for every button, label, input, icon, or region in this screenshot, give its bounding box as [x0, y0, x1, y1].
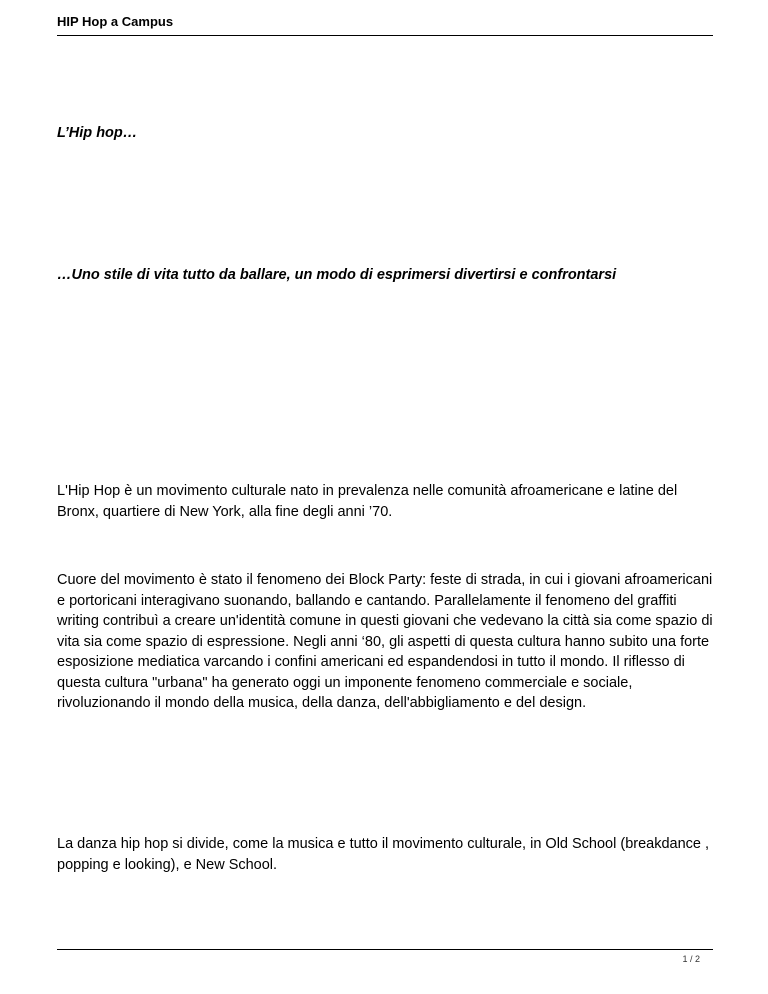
paragraph-block-party: Cuore del movimento è stato il fenomeno dei Block Party: feste di strada, in cui i giovani afroamericani e portoricani interagivano suonando, ballando e cantando. Parallelamente il fenomeno del graffiti writing contribuì a creare un'identità comune in questi giovani che vedevano la città sia come spazio di vita sia come spazio di espressione. Negli anni ‘80, gli aspetti di questa cultura hanno subito una forte esposizione mediatica varcando i confini americani ed espandendosi in tutto il mondo. Il riflesso di questa cultura "urbana" ha generato oggi un imponente fenomeno commerciale e sociale, rivoluzionando il mondo della musica, della danza, dell'abbigliamento e del design. [57, 572, 713, 711]
document-header-title: HIP Hop a Campus [57, 14, 174, 29]
page-number: 1 / 2 [682, 954, 700, 964]
tagline-heading: …Uno stile di vita tutto da ballare, un modo di esprimersi divertirsi e confrontarsi [57, 267, 617, 283]
paragraph-dance-styles: La danza hip hop si divide, come la musica e tutto il movimento culturale, in Old School (breakdance , popping e looking), e New School. [57, 836, 710, 873]
paragraph-origins: L'Hip Hop è un movimento culturale nato in prevalenza nelle comunità afroamericane e latine del Bronx, quartiere di New York, alla fine degli anni ’70. [57, 483, 678, 520]
intro-heading: L’Hip hop… [57, 125, 138, 141]
header-divider [57, 35, 713, 36]
footer-divider [57, 949, 713, 950]
